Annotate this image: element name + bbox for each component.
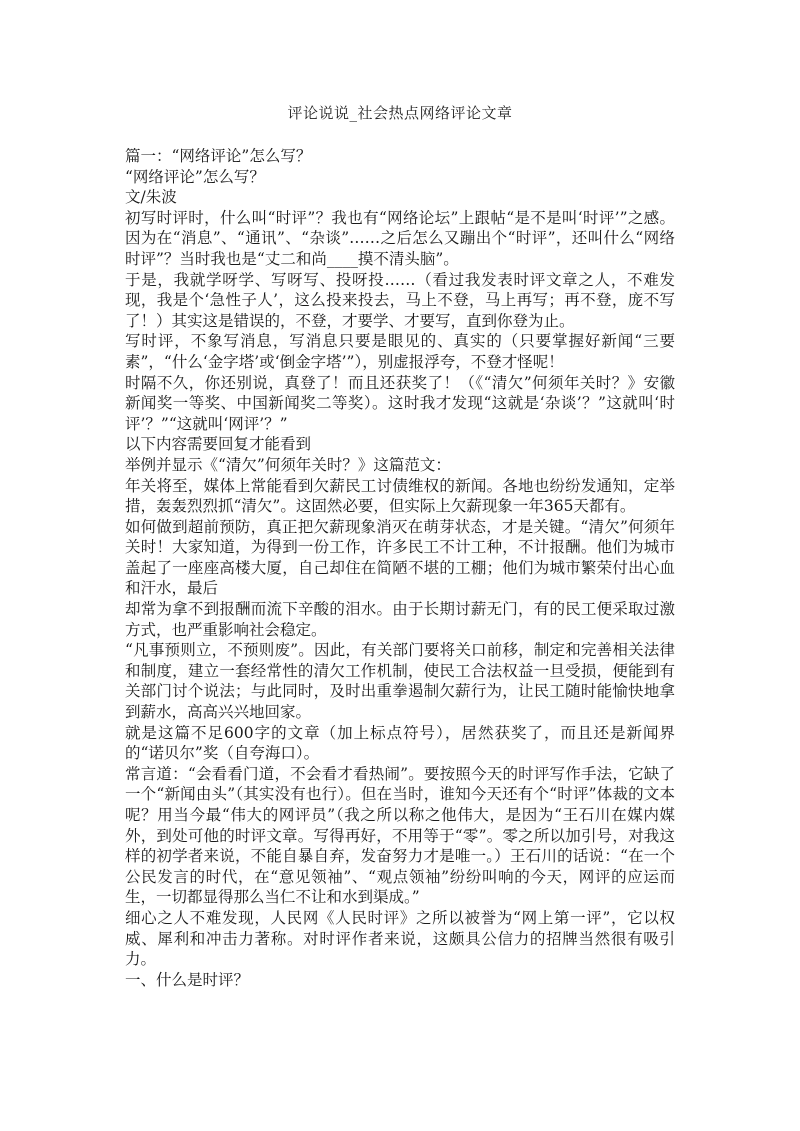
document-body [125,146,675,990]
paragraph: 篇一：“网络评论”怎么写？ [125,147,312,165]
paragraph: 就是这篇不足600字的文章（加上标点符号），居然获奖了，而且还是新闻界的“诺贝尔”奖（自夸海口）。 [125,723,675,763]
paragraph: 初写时评时，什么叫“时评”？我也有“网络论坛”上跟帖“是不是叫‘时评’”之感。因为在“消息”、“通讯”、“杂谈”……之后怎么又蹦出个“时评”，还叫什么“网络时评”？当时我也是“丈二和尚____摸不清头脑”。 [125,208,675,268]
document-title: 评论说说_社会热点网络评论文章 [287,104,513,122]
author-line: 文/朱波 [125,188,177,207]
paragraph: 举例并显示《“清欠”何须年关时？》这篇范文： [125,455,451,474]
paragraph: 年关将至，媒体上常能看到欠薪民工讨债维权的新闻。各地也纷纷发通知，定举措，轰轰烈烈抓“清欠”。这固然必要，但实际上欠薪现象一年365天都有。 [125,476,675,516]
paragraph: 如何做到超前预防，真正把欠薪现象消灭在萌芽状态，才是关键。“清欠”何须年关时！大家知道，为得到一份工作，许多民工不计工种，不计报酬。他们为城市盖起了一座座高楼大厦，自己却住在简陋不堪的工棚；他们为城市繁荣付出心血和汗水，最后 [125,517,675,598]
paragraph: 于是，我就学呀学、写呀写、投呀投……（看过我发表时评文章之人，不难发现，我是个‘急性子人’，这么投来投去，马上不登，马上再写；再不登，庞不写了！）其实这是错误的，不登，才要学、才要写，直到你登为止。 [125,270,675,330]
paragraph: “网络评论”怎么写？ [125,167,265,186]
paragraph: “凡事预则立，不预则废”。因此，有关部门要将关口前移，制定和完善相关法律和制度，建立一套经常性的清欠工作机制，使民工合法权益一旦受损，便能到有关部门讨个说法；与此同时，及时出重拳遏制欠薪行为，让民工随时能愉快地拿到薪水，高高兴兴地回家。 [125,641,675,722]
paragraph: 写时评，不象写消息，写消息只要是眼见的、真实的（只要掌握好新闻“三要素”，“什么‘金字塔’或‘倒金字塔’”），别虚报浮夸，不登才怪呢！ [125,332,675,371]
paragraph: 常言道：“会看看门道，不会看才看热闹”。要按照今天的时评写作手法，它缺了一个“新闻由头”（其实没有也行）。但在当时，谁知今天还有个“时评”体裁的文本呢？用当今最“伟大的网评员”（我之所以称之他伟大，是因为“王石川在媒内媒外，到处可他的时评文章。写得再好，不用等于“零”。零之所以加引号，对我这样的初学者来说，不能自暴自弃，发奋努力才是唯一。）王石川的话说：“在一个公民发言的时代，在“意见领袖”、“观点领袖”纷纷叫响的今天，网评的应运而生，一切都显得那么当仁不让和水到渠成。” [125,764,675,907]
paragraph: 细心之人不难发现，人民网《人民时评》之所以被誉为“网上第一评”，它以权威、犀利和冲击力著称。对时评作者来说，这颇具公信力的招牌当然很有吸引力。 [125,908,675,969]
section-heading: 一、什么是时评？ [125,970,250,989]
paragraph: 以下内容需要回复才能看到 [125,435,312,454]
paragraph: 时隔不久，你还别说，真登了！而且还获奖了！（《“清欠”何须年关时？》安徽新闻奖一等奖、中国新闻奖二等奖）。这时我才发现“这就是‘杂谈’？”这就叫‘时评’？”“这就叫‘网评’？” [125,373,675,433]
paragraph: 却常为拿不到报酬而流下辛酸的泪水。由于长期讨薪无门，有的民工便采取过激方式，也严重影响社会稳定。 [125,600,675,639]
